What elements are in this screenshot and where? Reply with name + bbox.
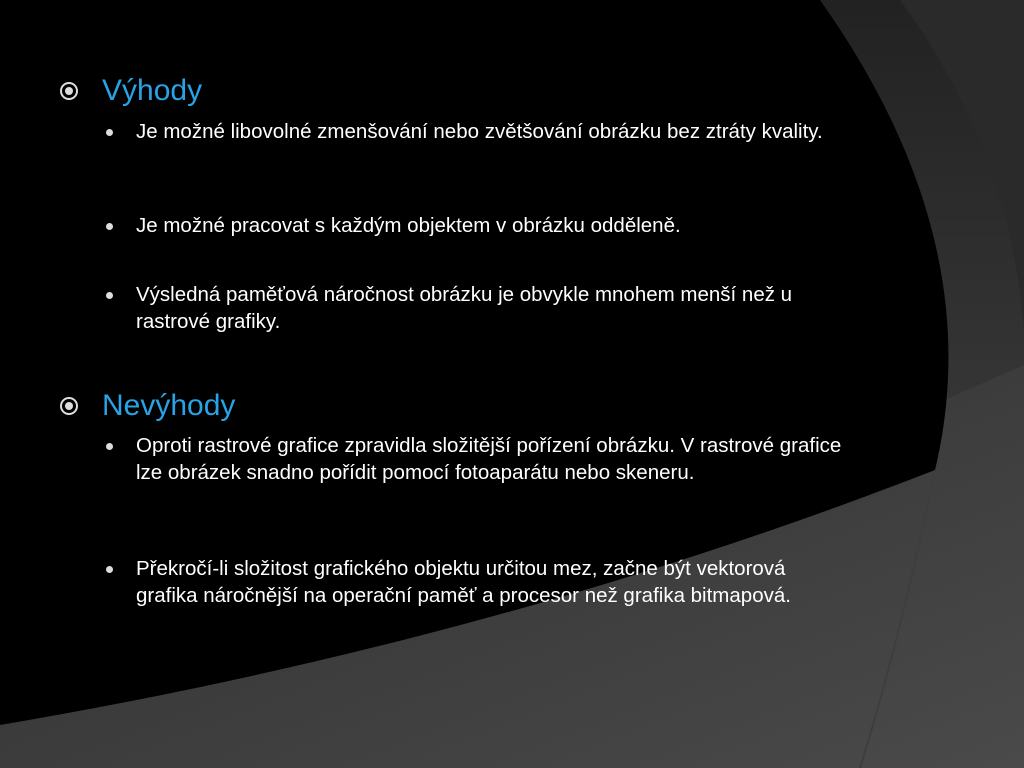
list-item [106, 555, 846, 609]
bullet-text: Oproti rastrové grafice zpravidla složitější pořízení obrázku. V rastrové grafice lze obrázek snadno pořídit pomocí fotoaparátu nebo skeneru. [136, 434, 842, 484]
bullet-icon [106, 129, 113, 136]
list-item [106, 212, 846, 239]
list-item [106, 281, 846, 335]
heading-text: Výhody [102, 74, 203, 107]
bullet-icon [106, 223, 113, 230]
bullet-text: Je možné pracovat s každým objektem v obrázku odděleně. [136, 214, 681, 237]
list-item [106, 432, 846, 486]
bullet-icon [106, 443, 113, 450]
circle-bullet-icon [60, 82, 78, 100]
bullet-text: Je možné libovolné zmenšování nebo zvětšování obrázku bez ztráty kvality. [136, 120, 823, 143]
bullet-icon [106, 566, 113, 573]
circle-bullet-icon [60, 397, 78, 415]
section-heading-disadvantages [60, 389, 235, 423]
section-heading-advantages [60, 74, 202, 108]
list-item [106, 118, 846, 145]
bullet-text: Výsledná paměťová náročnost obrázku je obvykle mnohem menší než u rastrové grafiky. [136, 283, 793, 333]
bullet-text: Překročí-li složitost grafického objektu určitou mez, začne být vektorová grafika náročnější na operační paměť a procesor než grafika bitmapová. [136, 557, 791, 607]
bullet-icon [106, 292, 113, 299]
heading-text: Nevýhody [102, 389, 236, 422]
